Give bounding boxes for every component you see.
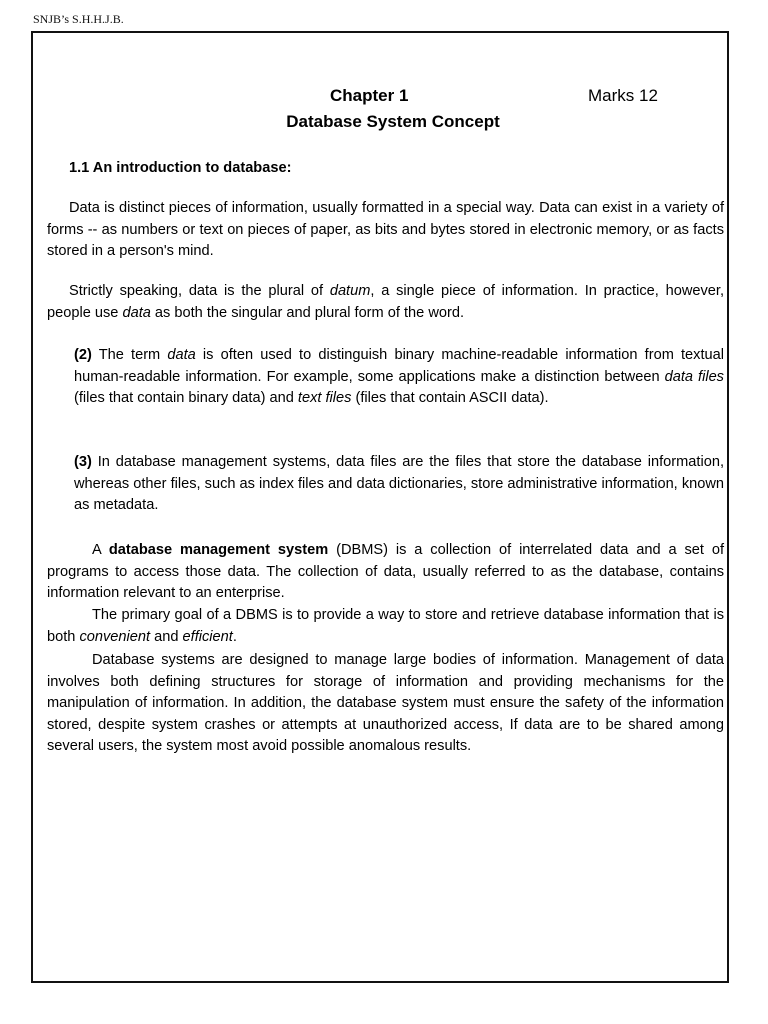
text-run: (files that contain binary data) and — [74, 390, 298, 407]
page-frame — [31, 31, 729, 983]
item-number: (2) — [74, 347, 92, 363]
paragraph-datum — [47, 281, 724, 324]
text-run: The primary goal of a DBMS is to provide a way to store and retrieve database information that is both — [47, 607, 724, 645]
chapter-header — [47, 85, 724, 109]
list-item-3 — [74, 452, 724, 517]
paragraph-data-definition: Data is distinct pieces of information, usually formatted in a special way. Data can exist in a variety of forms -- as numbers or text on pieces of paper, as bits and bytes stored in electronic memory, or as facts stored in a person's mind. — [47, 200, 724, 260]
item-number: (3) — [74, 454, 92, 470]
term-text-files: text files — [297, 390, 352, 407]
text-run: , a single piece of information. In practice, however, people use — [47, 283, 724, 321]
chapter-subtitle: Database System Concept — [286, 112, 500, 131]
text-run: as both the singular and plural form of the word. — [150, 304, 465, 321]
term-dbms: database management system — [108, 542, 329, 558]
text-run: (DBMS) is a collection of interrelated data and a set of programs to access those data. The collection of data, usually referred to as the database, contains information relevant to an enterprise. — [47, 542, 725, 602]
list-item-2 — [74, 345, 724, 410]
term-data-files: data files — [664, 368, 724, 385]
text-run: and — [150, 628, 183, 645]
text-run: In database management systems, data files are the files that store the database information, whereas other files, such as index files and data dictionaries, store administrative information, known as metadata. — [74, 454, 724, 514]
section-heading: 1.1 An introduction to database: — [69, 160, 292, 176]
text-run: . — [232, 628, 237, 645]
running-head: SNJB’s S.H.H.J.B. — [33, 12, 124, 26]
text-run: The term — [91, 347, 168, 363]
term-convenient: convenient — [79, 628, 151, 645]
chapter-title: Chapter 1 — [330, 86, 409, 105]
paragraph-dbms — [47, 540, 724, 605]
term-datum: datum — [329, 283, 371, 299]
text-run: (files that contain ASCII data). — [351, 390, 549, 407]
text-run: Strictly speaking, data is the plural of — [69, 283, 330, 299]
term-data: data — [122, 304, 151, 321]
text-run: is often used to distinguish binary machine-readable information from textual human-readable information. For example, some applications make a distinction between — [74, 347, 724, 385]
paragraph-database-systems: Database systems are designed to manage large bodies of information. Management of data involves both defining structures for storage of information and providing mechanisms for the manipulation of information. In addition, the database system must ensure the safety of the information stored, despite system crashes or attempts at unauthorized access, If data are to be shared among several users, the system most avoid possible anomalous results. — [47, 652, 724, 755]
term-efficient: efficient — [182, 628, 233, 645]
paragraph-goal — [47, 605, 724, 648]
chapter-marks: Marks 12 — [588, 86, 658, 105]
text-run: A — [92, 542, 109, 558]
term-data: data — [167, 347, 196, 363]
